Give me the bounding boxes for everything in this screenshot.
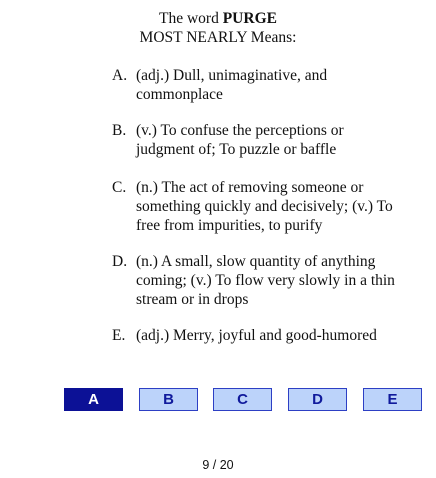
question-prefix: The word (159, 10, 219, 27)
option-text: (n.) The act of removing someone or something quickly and decisively; (v.) To free from impurities, to purify (136, 179, 393, 234)
question-heading (0, 9, 436, 47)
answer-button-b[interactable]: B (139, 388, 198, 411)
option-letter: E. (112, 327, 126, 344)
option-text: (adj.) Merry, joyful and good-humored (136, 327, 377, 344)
option-text: (n.) A small, slow quantity of anything coming; (v.) To flow very slowly in a thin stream or in drops (136, 253, 395, 308)
option-text: (v.) To confuse the perceptions or judgment of; To puzzle or baffle (136, 122, 344, 158)
option-letter: D. (112, 253, 128, 270)
question-line-2: MOST NEARLY Means: (139, 29, 297, 46)
option-letter: C. (112, 179, 127, 196)
answer-buttons (0, 388, 436, 412)
answer-button-e[interactable]: E (363, 388, 422, 411)
option-text: (adj.) Dull, unimaginative, and commonplace (136, 67, 328, 103)
option-letter: A. (112, 67, 128, 84)
question-line-1 (0, 9, 436, 28)
option-letter: B. (112, 122, 127, 139)
answer-button-d[interactable]: D (288, 388, 347, 411)
answer-button-a[interactable]: A (64, 388, 123, 411)
progress-indicator: 9 / 20 (202, 458, 234, 472)
answer-button-c[interactable]: C (213, 388, 272, 411)
question-word: PURGE (222, 10, 277, 27)
